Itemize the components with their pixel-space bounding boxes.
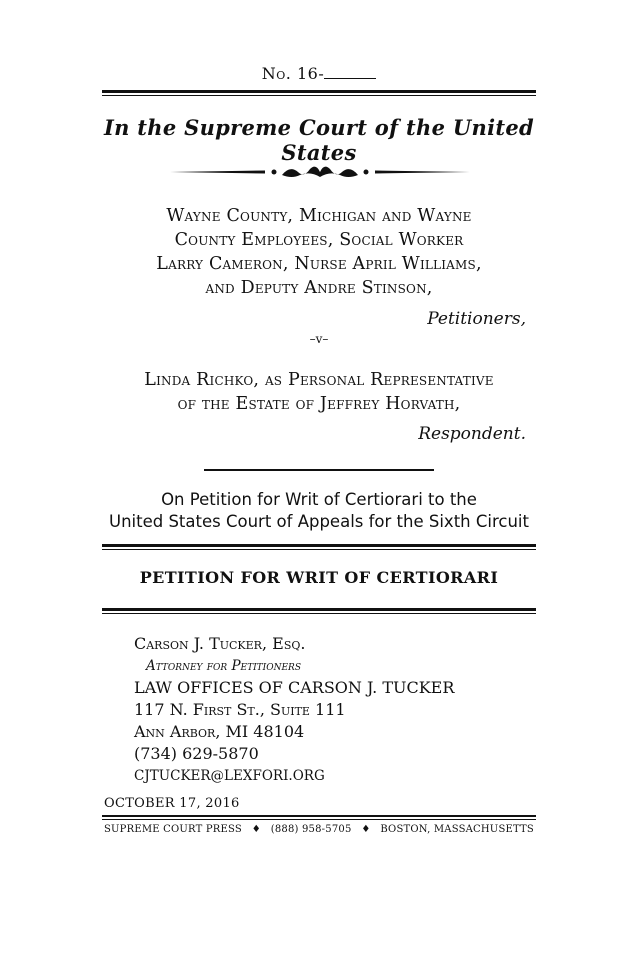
counsel-role: Attorney for Petitioners (146, 658, 301, 674)
petitioners-line: and Deputy Andre Stinson, (205, 278, 433, 298)
publisher-footer (104, 824, 534, 835)
respondent-line: Linda Richko, as Personal Representative (144, 370, 494, 390)
ornament-divider (170, 163, 470, 181)
footer-rule (102, 815, 536, 820)
counsel-block (134, 633, 454, 787)
respondent-line: of the Estate of Jeffrey Horvath, (177, 394, 461, 414)
petitioners-role: Petitioners, (427, 309, 526, 329)
petitioners-line: Larry Cameron, Nurse April Williams, (156, 254, 482, 274)
counsel-phone: (734) 629-5870 (134, 744, 259, 763)
footer-separator: ♦ (361, 824, 371, 835)
caption-divider (204, 469, 434, 471)
footer-separator: ♦ (251, 824, 261, 835)
counsel-address2: Ann Arbor, MI 48104 (134, 722, 305, 741)
petition-on (102, 489, 536, 533)
title-bottom-rule (102, 608, 536, 614)
title-top-rule (102, 544, 536, 550)
counsel-name: Carson J. Tucker, Esq. (134, 634, 306, 653)
counsel-email: CJTUCKER@LEXFORI.ORG (134, 768, 325, 784)
publisher-name: SUPREME COURT PRESS (104, 824, 242, 835)
top-double-rule (102, 90, 536, 96)
petitioners-caption (102, 204, 536, 300)
publisher-location: BOSTON, MASSACHUSETTS (380, 824, 534, 835)
filing-date: OCTOBER 17, 2016 (104, 796, 240, 811)
petition-on-line1: On Petition for Writ of Certiorari to the (161, 490, 477, 509)
counsel-firm: LAW OFFICES OF CARSON J. TUCKER (134, 678, 455, 697)
versus: –v– (309, 332, 329, 346)
petitioners-line: County Employees, Social Worker (174, 230, 464, 250)
respondent-caption (102, 368, 536, 416)
petition-on-line2: United States Court of Appeals for the Sixth Circuit (109, 512, 529, 531)
petitioners-line: Wayne County, Michigan and Wayne (166, 206, 472, 226)
document-title: PETITION FOR WRIT OF CERTIORARI (139, 568, 499, 587)
respondent-role: Respondent. (418, 424, 526, 444)
publisher-phone: (888) 958-5705 (270, 824, 352, 835)
docket-prefix: No. 16- (261, 64, 325, 83)
court-name: In the Supreme Court of the United States (103, 115, 535, 165)
docket-number (102, 64, 536, 83)
docket-blank (324, 64, 376, 79)
counsel-address1: 117 N. First St., Suite 111 (134, 700, 346, 719)
